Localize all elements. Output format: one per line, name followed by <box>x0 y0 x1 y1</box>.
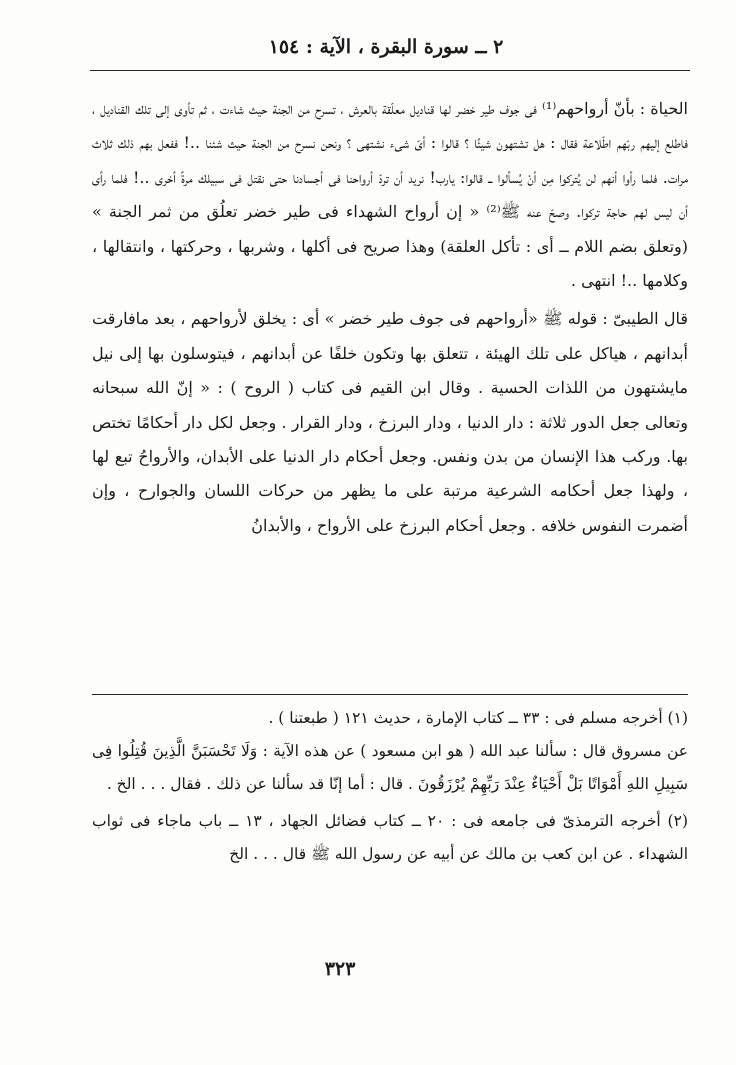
footnote-1-continuation: عن مسروق قال : سألنا عبد الله ( هو ابن مسعود ) عن هذه الآية : وَلَا تَحْسَبَنَّ الَّذِينَ قُتِلُوا فِى سَبِيلِ اللهِ أَمْوَاتًا بَلْ أَحْيَاءٌ عِنْدَ رَبِّهِمْ يُرْزَقُونَ . قال : أما إنّا قد سألنا عن ذلك . فقال . . . الخ . <box>92 742 688 793</box>
footnote-separator <box>92 694 688 695</box>
paragraph: قال الطيبىّ : قوله ﷺ «أرواحهم فى جوف طير خضر » أى : يخلق لأرواحهم ، بعد مافارقت أبدانهم ، هياكل على تلك الهيئة ، تتعلق بها وتكون خلفًا عن أبدانهم ، فيتوسلون بها إلى نيل مايشتهون من اللذات الحسية . وقال ابن القيم فى كتاب ( الروح ) : « إنّ الله سبحانه وتعالى جعل الدور ثلاثة : دار الدنيا ، ودار البرزخ ، ودار القرار . وجعل لكل دار أحكامًا تختص بها. وركب هذا الإنسان من بدن ونفس. وجعل أحكام دار الدنيا على الأبدان، والأرواحُ تبع لها ، ولهذا جعل أحكامه الشرعية مرتبة على ما يظهر من حركات اللسان والجوارح ، وإن أضمرت النفوس خلافه . وجعل أحكام البرزخ على الأرواح ، والأبدانُ <box>92 309 689 535</box>
footnote-2: (٢) أخرجه الترمذىّ فى جامعه فى : ٢٠ ــ كتاب فضائل الجهاد ، ١٣ ــ باب ماجاء فى ثواب الشهداء . عن ابن كعب بن مالك عن أبيه عن رسول الله ﷺ قال . . . الخ <box>92 812 688 863</box>
footnote-1: (١) أخرجه مسلم فى : ٣٣ ــ كتاب الإمارة ، حديث ١٢١ ( طبعتنا ) . <box>268 709 688 727</box>
main-text <box>92 92 688 543</box>
footnotes <box>92 702 688 871</box>
running-header: ٢ ــ سورة البقرة ، الآية : ١٥٤ <box>268 36 504 58</box>
paragraph: الحياة : بأنّ أرواحهم⁽¹⁾ فى جوف طير خضر لها قناديل معلّقة بالعرش ، تسرح من الجنة حيث شاءت ، ثم تأوى إلى تلك القناديل ، فاطلع إليهم ربّهم اطّلاعة فقال : هل تشتهون شيئًا ؟ قالوا : أىّ شىء نشتهى ؟ ونحن نسرح من الجنة حيث شئنا ..! ففعل بهم ذلك ثلاث مرات. فلما رأوا أنهم لن يُتركوا مِن أنْ يُسألوا ــ قالوا: يارب! نريد أن تردّ أرواحنا فى أجسادنا حتى نقتل فى سبيلك مرةً أخرى ..! فلما رأى أن ليس لهم حاجة تركوا. وصحّ عنه ﷺ⁽²⁾ « إن أرواح الشهداء فى طير خضر تعلُق من ثمر الجنة » (وتعلق بضم اللام ــ أى : تأكل العلقة) وهذا صريح فى أكلها ، وشربها ، وحركتها ، وانتقالها ، وكلامها ..! انتهى . <box>92 99 689 291</box>
page-number: ٣٢٣ <box>324 958 356 980</box>
header-rule <box>90 70 690 71</box>
